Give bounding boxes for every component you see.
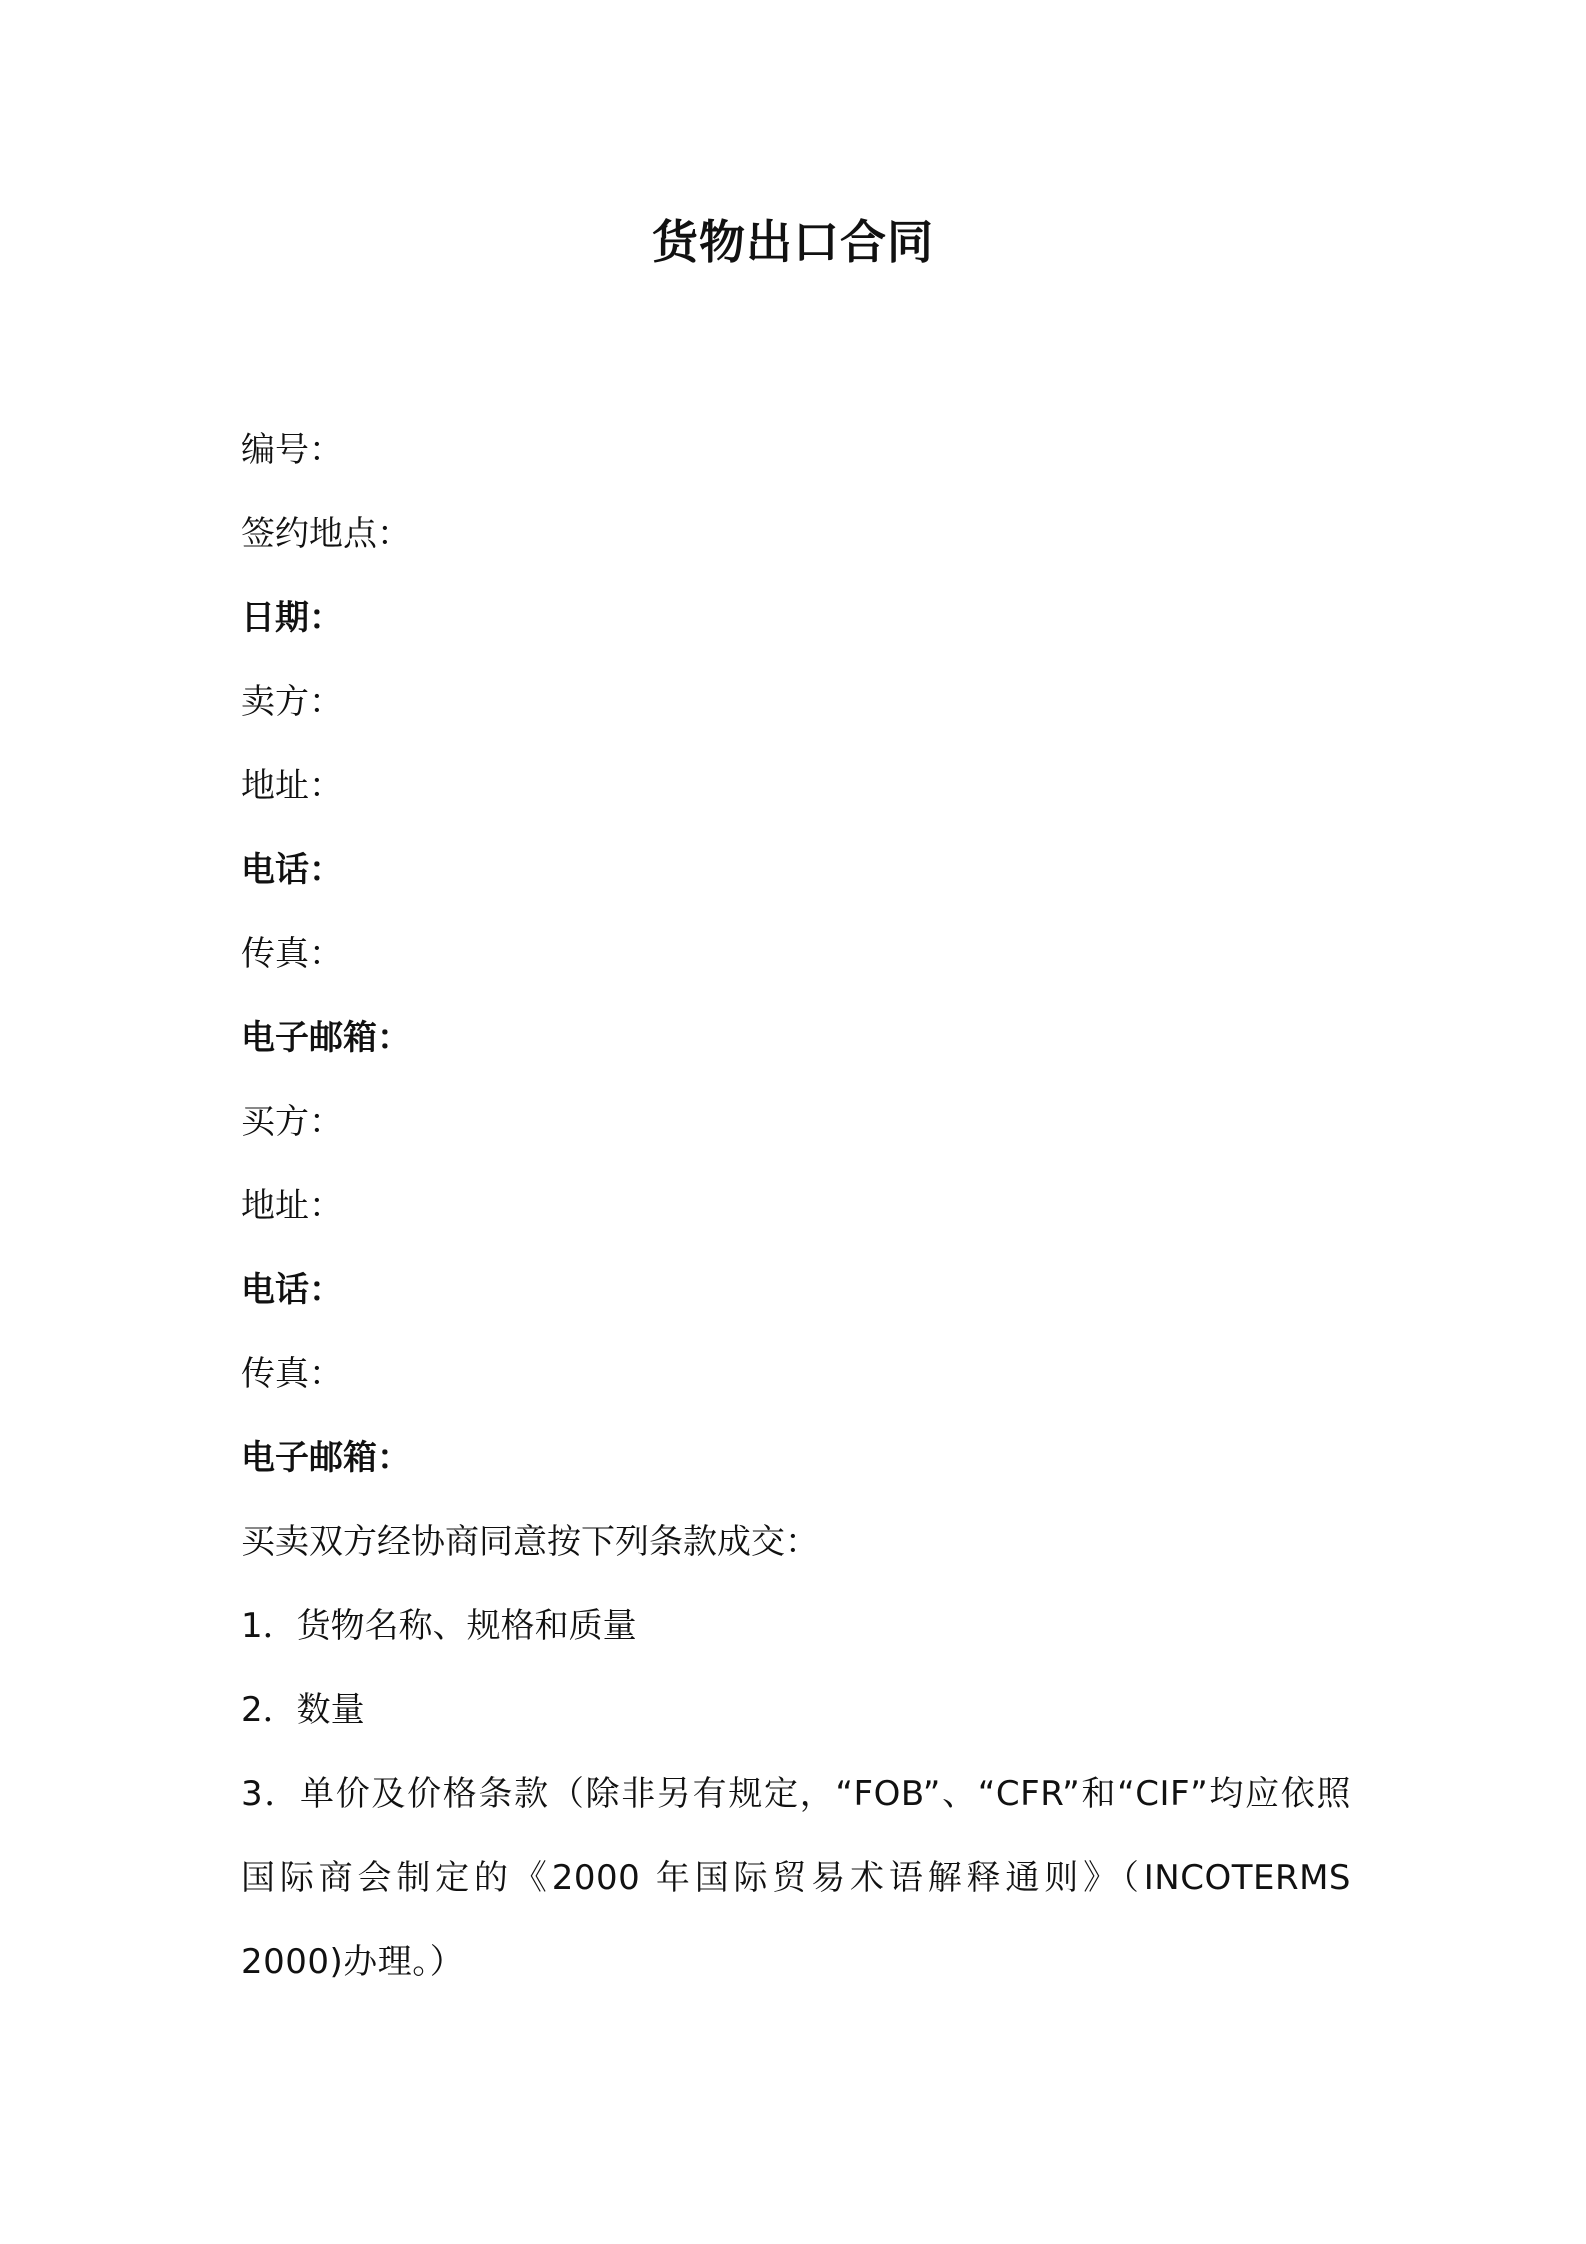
intro-statement: 买卖双方经协商同意按下列条款成交： xyxy=(241,1522,819,1562)
field-seller-email: 电子邮箱： xyxy=(241,1018,411,1058)
field-date: 日期： xyxy=(241,598,343,638)
clause-3: 3．单价及价格条款（除非另有规定，“FOB”、“CFR”和“CIF”均应依照国际商会制定的《2000 年国际贸易术语解释通则》（INCOTERMS 2000)办理。） xyxy=(241,1774,1351,1982)
field-buyer-email: 电子邮箱： xyxy=(241,1438,411,1478)
clause-2: 2．数量 xyxy=(241,1690,365,1730)
field-buyer-phone: 电话： xyxy=(241,1270,343,1310)
document-body xyxy=(241,408,1351,2004)
field-seller: 卖方： xyxy=(241,682,343,722)
field-seller-phone: 电话： xyxy=(241,850,343,890)
field-contract-number: 编号： xyxy=(241,430,343,470)
field-buyer-address: 地址： xyxy=(241,1186,343,1226)
field-buyer-fax: 传真： xyxy=(241,1354,343,1394)
field-seller-address: 地址： xyxy=(241,766,343,806)
clause-1: 1．货物名称、规格和质量 xyxy=(241,1606,637,1646)
field-seller-fax: 传真： xyxy=(241,934,343,974)
field-signing-place: 签约地点： xyxy=(241,514,411,554)
document-title: 货物出口合同 xyxy=(652,215,934,269)
field-buyer: 买方： xyxy=(241,1102,343,1142)
